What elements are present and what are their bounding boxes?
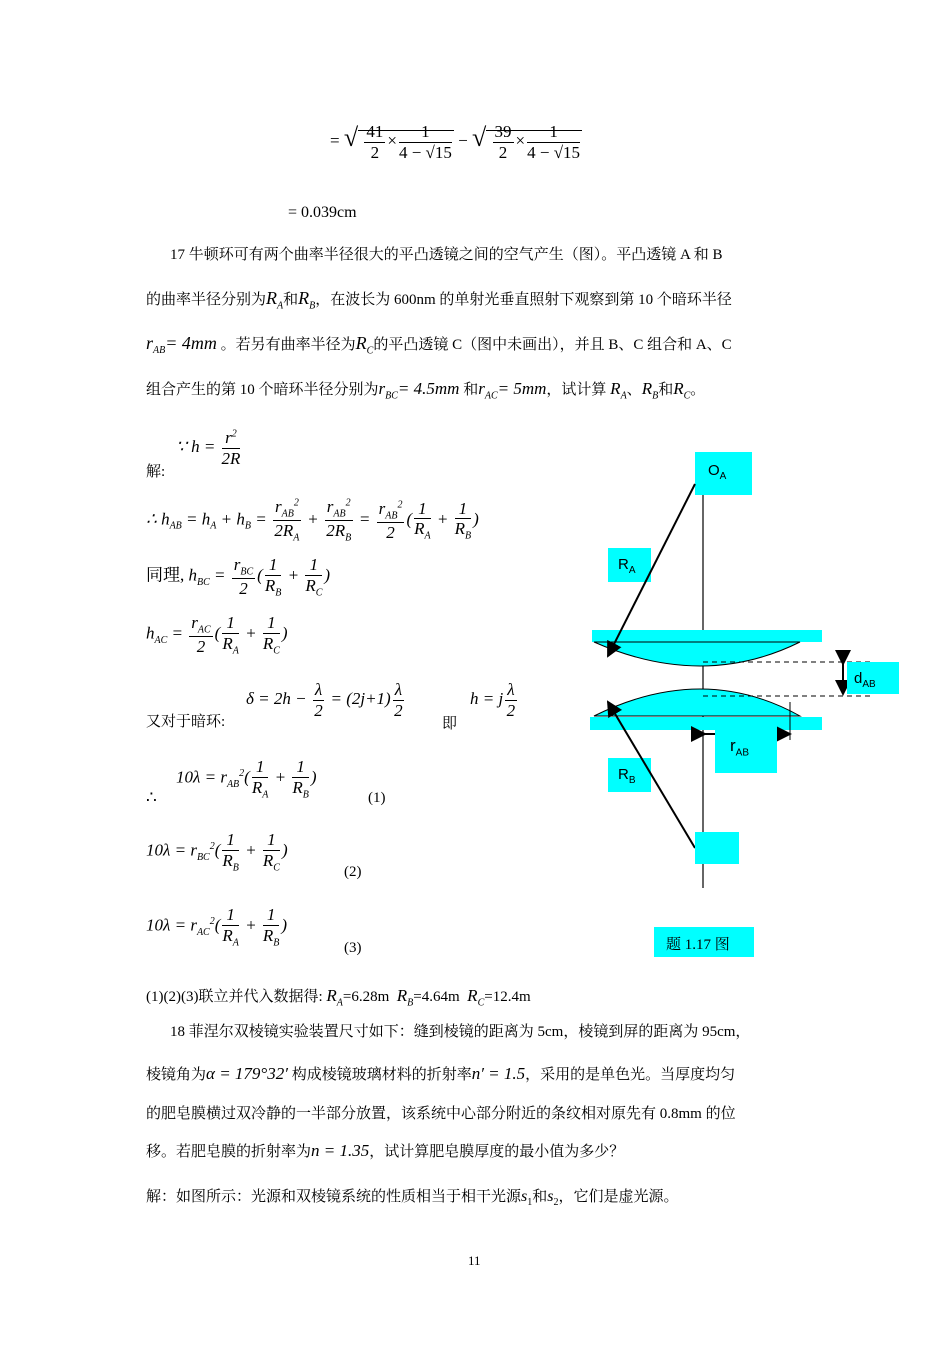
p18-line4: 移。若肥皂膜的折射率为n = 1.35，试计算肥皂膜厚度的最小值为多少？ [146,1141,625,1160]
solution-hab-eq: ∴ $h_{AB} = h_A + h_B$ = $\frac{r_{AB}^2}{2R_A}$ + $\frac{r_{AB}^2}{2R_B}$ = $\frac{r_{AB}^2}{2}$ ( $\frac{1}{R_A}$ + $\frac{1}{R_B}$ ) [146,497,479,544]
bottom-lens [594,689,800,716]
solution-eq2-tag: (2) [344,864,362,880]
top-equation-result: = 0.039cm [288,204,357,221]
p18-line1: 18 菲涅尔双棱镜实验装置尺寸如下：缝到棱镜的距离为 5cm，棱镜到屏的距离为 95cm， [170,1024,751,1040]
page-number: 11 [468,1253,481,1268]
dab-label: $d_{AB}$ [854,670,876,690]
solution-eq3-tag: (3) [344,940,362,956]
p17-line1: 17 牛顿环可有两个曲率半径很大的平凸透镜之间的空气产生（图）。平凸透镜 A 和 B [170,247,723,263]
solution-jie: 解: [146,464,166,480]
top-equation: = √ $\frac{41}{2}$ × $\frac{1}{4 - √15}$ − √ $\frac{39}{2}$ × $\frac{1}{4 - √15}$ [330,122,581,162]
solution-eq1: $10\lambda = r_{AB}^2$( $\frac{1}{R_A}$ + $\frac{1}{R_B}$ ) [176,757,317,800]
p18-line2: 棱镜角为α = 179°32′ 构成棱镜玻璃材料的折射率n′ = 1.5，采用的是单色光。当厚度均匀 [146,1064,736,1083]
solution-eq3: $10\lambda = r_{AC}^2$( $\frac{1}{R_A}$ + $\frac{1}{R_B}$ ) [146,905,288,948]
p17-line2: 的曲率半径分别为$R_A$和$R_B$，在波长为 600nm 的单射光垂直照射下观察到第 10 个暗环半径 [146,288,732,312]
bottom-plate [590,717,822,730]
p17-line4: 组合产生的第 10 个暗环半径分别为$r_{BC}= 4.5mm$ 和$r_{AC}= 5mm$，试计算 $R_A$、$R_B$和$R_C$。 [146,379,706,402]
solution-because: ∵ h = $\frac{r^2}{2R}$ [176,428,241,468]
ra-label: $R_A$ [618,556,636,576]
p17-line3: $r_{AB}= 4mm$ 。若另有曲率半径为$R_C$的平凸透镜 C（图中未画出），并且 B、C 组合和 A、C [146,333,732,357]
newton-ring-diagram [580,440,920,980]
diagram-svg [580,440,920,980]
solution-delta-eq: δ = 2h − $\frac{\lambda}{2}$ = (2j+1) $\frac{\lambda}{2}$ [246,680,403,720]
solution-eq2: $10\lambda = r_{BC}^2$( $\frac{1}{R_B}$ + $\frac{1}{R_C}$ ) [146,830,288,873]
rab-label: $r_{AB}$ [730,736,750,759]
solution-ji: 即 [442,716,458,732]
rb-label: $R_B$ [618,766,636,786]
solution-dark-ring-label: 又对于暗环: [146,714,226,730]
solution-result: (1)(2)(3)联立并代入数据得: $R_A=6.28m$ $R_B=4.64m$ $R_C=12.4m$ [146,986,531,1009]
ob-box [695,832,739,864]
oa-label: $O_A$ [708,462,727,482]
solution-eq1-tag: (1) [368,790,386,806]
top-plate [592,630,822,642]
p18-line5: 解：如图所示：光源和双棱镜系统的性质相当于相干光源$s_1$和$s_2$，它们是虚光源。 [146,1188,679,1208]
p18-line3: 的肥皂膜横过双冷静的一半部分放置，该系统中心部分附近的条纹相对原先有 0.8mm 的位 [146,1106,736,1122]
solution-therefore: ∴ [146,788,157,807]
solution-h-eq: h = j $\frac{\lambda}{2}$ [470,680,516,720]
solution-hac-eq: $h_{AC}$ = $\frac{r_{AC}}{2}$ ( $\frac{1}{R_A}$ + $\frac{1}{R_C}$ ) [146,613,288,656]
diagram-caption: 题 1.17 图 [666,937,730,953]
solution-hbc-eq: 同理, $h_{BC}$ = $\frac{r_{BC}}{2}$ ( $\frac{1}{R_B}$ + $\frac{1}{R_C}$ ) [146,555,331,598]
